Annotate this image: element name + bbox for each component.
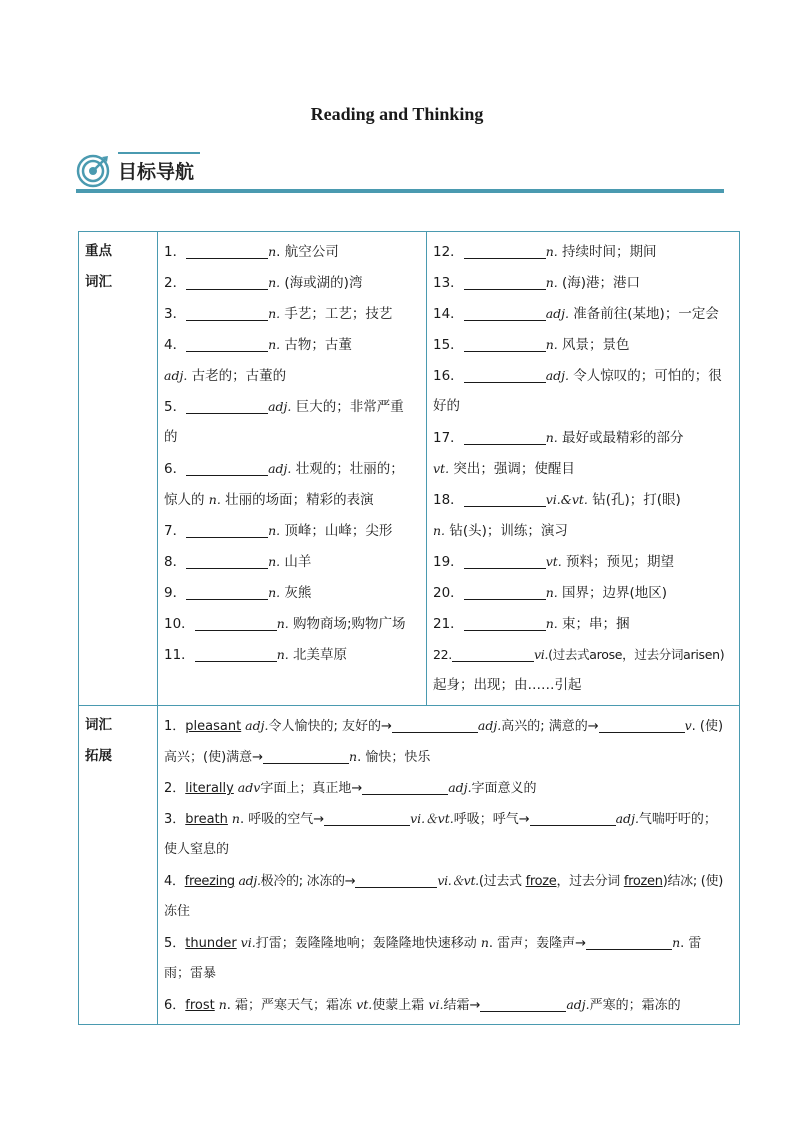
answer-blank[interactable] — [464, 614, 546, 631]
answer-blank[interactable] — [464, 366, 546, 383]
vocab-item-cont: 好的 — [433, 398, 460, 414]
vocab-item-cont: 的 — [164, 429, 178, 445]
vocab-item: 15． n. 风景；景色 — [433, 337, 630, 353]
vocab-item: 6． adj. 壮观的；壮丽的； — [164, 461, 404, 477]
expansion-item-cont: 雨；雷暴 — [164, 966, 217, 981]
vocab-item: 18． vi.&vt. 钻(孔)；打(眼) — [433, 492, 681, 508]
answer-blank[interactable] — [362, 778, 448, 795]
key-vocab-row — [79, 232, 740, 706]
answer-blank[interactable] — [186, 583, 268, 600]
section-label: 目标导航 — [118, 161, 195, 183]
answer-blank[interactable] — [464, 552, 546, 569]
answer-blank[interactable] — [530, 809, 616, 826]
vocab-item: 1． n. 航空公司 — [164, 244, 339, 260]
vocab-item-cont: adj. 古老的；古董的 — [164, 368, 287, 384]
vocab-item: 10． n. 购物商场;购物广场 — [164, 616, 406, 632]
page-title: Reading and Thinking — [310, 104, 484, 124]
answer-blank[interactable] — [195, 645, 277, 662]
answer-blank[interactable] — [186, 335, 268, 352]
expansion-item: 4．freezing adj.极冷的; 冰冻的→ vi.＆vt.(过去式 froze，过去分词 frozen)结冰; (使) — [164, 873, 724, 889]
answer-blank[interactable] — [464, 242, 546, 259]
category-line: 词汇 — [85, 717, 112, 733]
expansion-item-cont: 使人窒息的 — [164, 842, 230, 857]
key-vocab-col-b — [427, 232, 740, 706]
answer-blank[interactable] — [186, 242, 268, 259]
vocab-item: 11． n. 北美草原 — [164, 647, 348, 663]
vocab-item: 7． n. 顶峰；山峰；尖形 — [164, 523, 393, 539]
expansion-item: 3．breath n. 呼吸的空气→ vi.＆vt.呼吸；呼气→ adj.气喘吁吁的； — [164, 811, 717, 827]
vocab-item-cont: 起身；出现；由……引起 — [433, 677, 582, 693]
vocab-item: 12． n. 持续时间；期间 — [433, 244, 657, 260]
answer-blank[interactable] — [186, 397, 268, 414]
vocab-item: 5． adj. 巨大的；非常严重 — [164, 399, 404, 415]
expansion-item: 1．pleasant adj.令人愉快的; 友好的→ adj.高兴的; 满意的→ v. (使) — [164, 718, 724, 734]
answer-blank[interactable] — [599, 716, 685, 733]
key-vocab-category — [79, 232, 158, 706]
answer-blank[interactable] — [392, 716, 478, 733]
expansion-item: 2．literally adv字面上；真正地→ adj.字面意义的 — [164, 780, 537, 796]
expansion-item: 5．thunder vi.打雷；轰隆隆地响；轰隆隆地快速移动 n. 雷声；轰隆声→ n. 雷 — [164, 935, 702, 951]
category-line: 拓展 — [85, 748, 112, 764]
answer-blank[interactable] — [355, 871, 437, 888]
answer-blank[interactable] — [186, 304, 268, 321]
answer-blank[interactable] — [464, 335, 546, 352]
vocab-item: 14． adj. 准备前往(某地)；一定会 — [433, 306, 719, 322]
vocab-item: 19． vt. 预料；预见；期望 — [433, 554, 675, 570]
answer-blank[interactable] — [186, 459, 268, 476]
vocab-item: 9． n. 灰熊 — [164, 585, 312, 601]
answer-blank[interactable] — [186, 273, 268, 290]
header-overline — [118, 152, 200, 154]
key-vocab-col-a — [158, 232, 427, 706]
answer-blank[interactable] — [186, 521, 268, 538]
answer-blank[interactable] — [324, 809, 410, 826]
expansion-item-cont: 冻住 — [164, 904, 191, 919]
answer-blank[interactable] — [186, 552, 268, 569]
target-icon — [76, 154, 110, 188]
vocab-item-cont: n. 钻(头)；训练；演习 — [433, 523, 568, 539]
answer-blank[interactable] — [586, 933, 672, 950]
category-line: 词汇 — [85, 274, 112, 290]
vocab-item: 20． n. 国界；边界(地区) — [433, 585, 668, 601]
expansion-content — [158, 706, 740, 1025]
answer-blank[interactable] — [195, 614, 277, 631]
vocab-table — [78, 231, 740, 1025]
answer-blank[interactable] — [263, 747, 349, 764]
vocab-item: 3． n. 手艺；工艺；技艺 — [164, 306, 393, 322]
vocab-item-cont: vt. 突出；强调；使醒目 — [433, 461, 575, 477]
expansion-category — [79, 706, 158, 1025]
expansion-row — [79, 706, 740, 1025]
answer-blank[interactable] — [452, 645, 534, 662]
answer-blank[interactable] — [464, 583, 546, 600]
vocab-item: 17． n. 最好或最精彩的部分 — [433, 430, 684, 446]
vocab-item: 13． n. (海)港；港口 — [433, 275, 641, 291]
vocab-item: 4． n. 古物；古董 — [164, 337, 352, 353]
vocab-item: 16． adj. 令人惊叹的；可怕的；很 — [433, 368, 722, 384]
expansion-item: 6．frost n. 霜；严寒天气；霜冻 vt.使蒙上霜 vi.结霜→ adj.严寒的；霜冻的 — [164, 997, 681, 1013]
vocab-item: 2． n. (海或湖的)湾 — [164, 275, 363, 291]
answer-blank[interactable] — [480, 995, 566, 1012]
vocab-item-cont: 惊人的 n. 壮丽的场面；精彩的表演 — [164, 492, 374, 508]
answer-blank[interactable] — [464, 490, 546, 507]
section-header — [76, 152, 724, 194]
category-line: 重点 — [85, 243, 112, 259]
header-underline — [76, 189, 724, 193]
expansion-item-cont: 高兴；(使)满意→ n. 愉快；快乐 — [164, 749, 431, 765]
vocab-item: 22. vi.(过去式arose，过去分词arisen) — [433, 647, 725, 662]
vocab-item: 8． n. 山羊 — [164, 554, 312, 570]
vocab-item: 21． n. 束；串；捆 — [433, 616, 630, 632]
answer-blank[interactable] — [464, 428, 546, 445]
answer-blank[interactable] — [464, 304, 546, 321]
answer-blank[interactable] — [464, 273, 546, 290]
